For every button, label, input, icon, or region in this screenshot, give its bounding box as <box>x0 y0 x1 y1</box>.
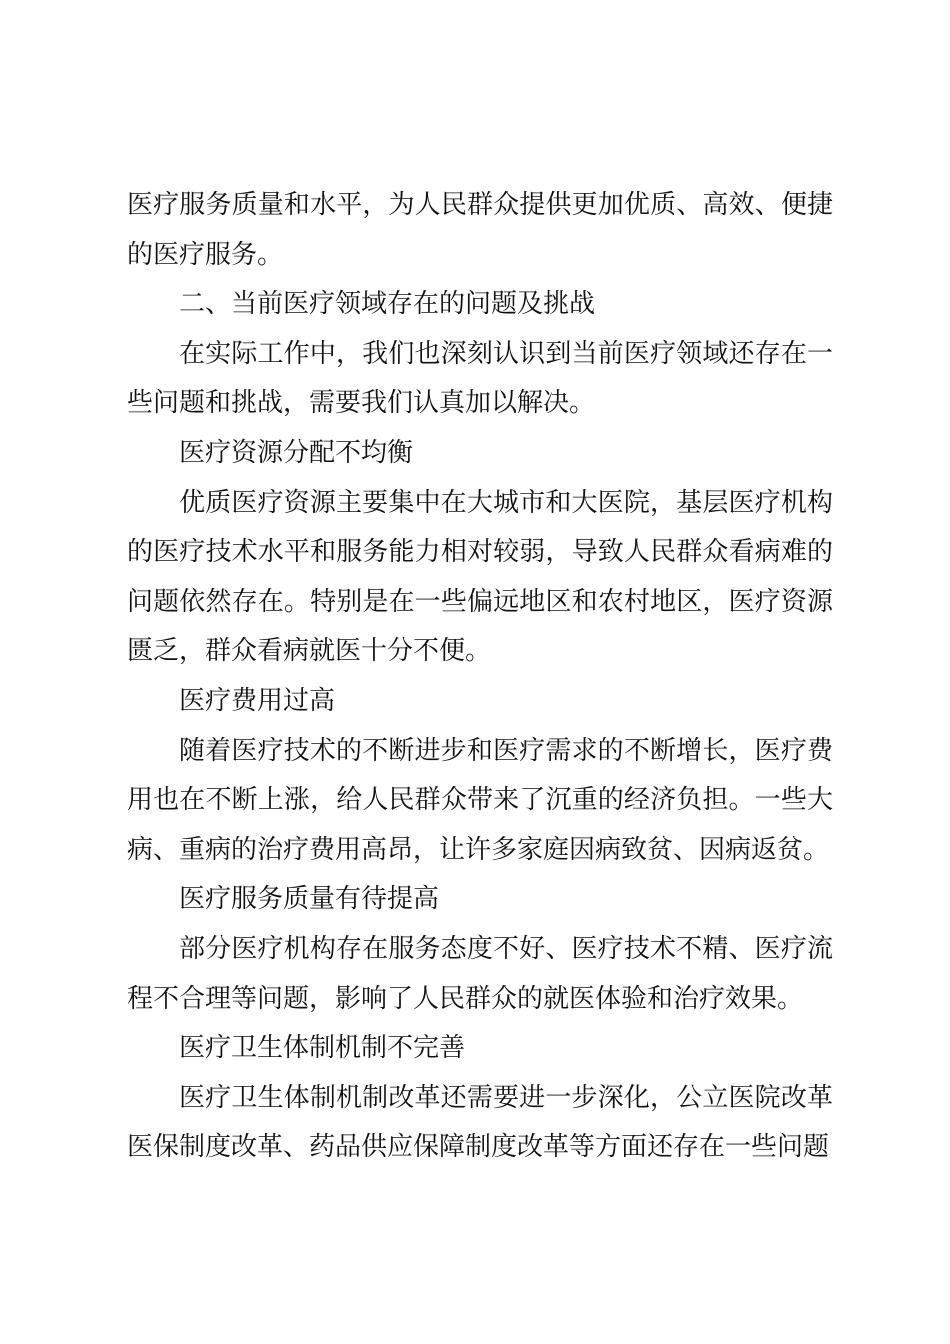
subheading-high-costs: 医疗费用过高 <box>179 685 336 716</box>
paragraph-continuation: 医疗服务质量和水平，为人民群众提供更加优质、高效、便捷的医疗服务。 <box>127 190 833 270</box>
section-heading-problems-challenges: 二、当前医疗领域存在的问题及挑战 <box>179 289 596 320</box>
paragraph-system-mechanism: 医疗卫生体制机制改革还需要进一步深化，公立医院改革医保制度改革、药品供应保障制度改革等方面还存在一些问题 <box>127 1082 833 1163</box>
subheading-service-quality: 医疗服务质量有待提高 <box>179 884 440 915</box>
paragraph-high-costs: 随着医疗技术的不断进步和医疗需求的不断增长，医疗费用也在不断上涨，给人民群众带来了沉重的经济负担。一些大病、重病的治疗费用高昂，让许多家庭因病致贫、因病返贫。 <box>127 735 833 865</box>
subheading-resource-allocation: 医疗资源分配不均衡 <box>179 437 414 468</box>
paragraph-intro: 在实际工作中，我们也深刻认识到当前医疗领域还存在一些问题和挑战，需要我们认真加以解决。 <box>127 338 833 419</box>
document-body <box>127 181 833 1173</box>
subheading-system-mechanism: 医疗卫生体制机制不完善 <box>179 1033 466 1064</box>
paragraph-resource-allocation: 优质医疗资源主要集中在大城市和大医院，基层医疗机构的医疗技术水平和服务能力相对较弱，导致人民群众看病难的问题依然存在。特别是在一些偏远地区和农村地区，医疗资源匮乏，群众看病就医十分不便。 <box>127 487 833 667</box>
paragraph-service-quality: 部分医疗机构存在服务态度不好、医疗技术不精、医疗流程不合理等问题，影响了人民群众的就医体验和治疗效果。 <box>127 933 833 1014</box>
